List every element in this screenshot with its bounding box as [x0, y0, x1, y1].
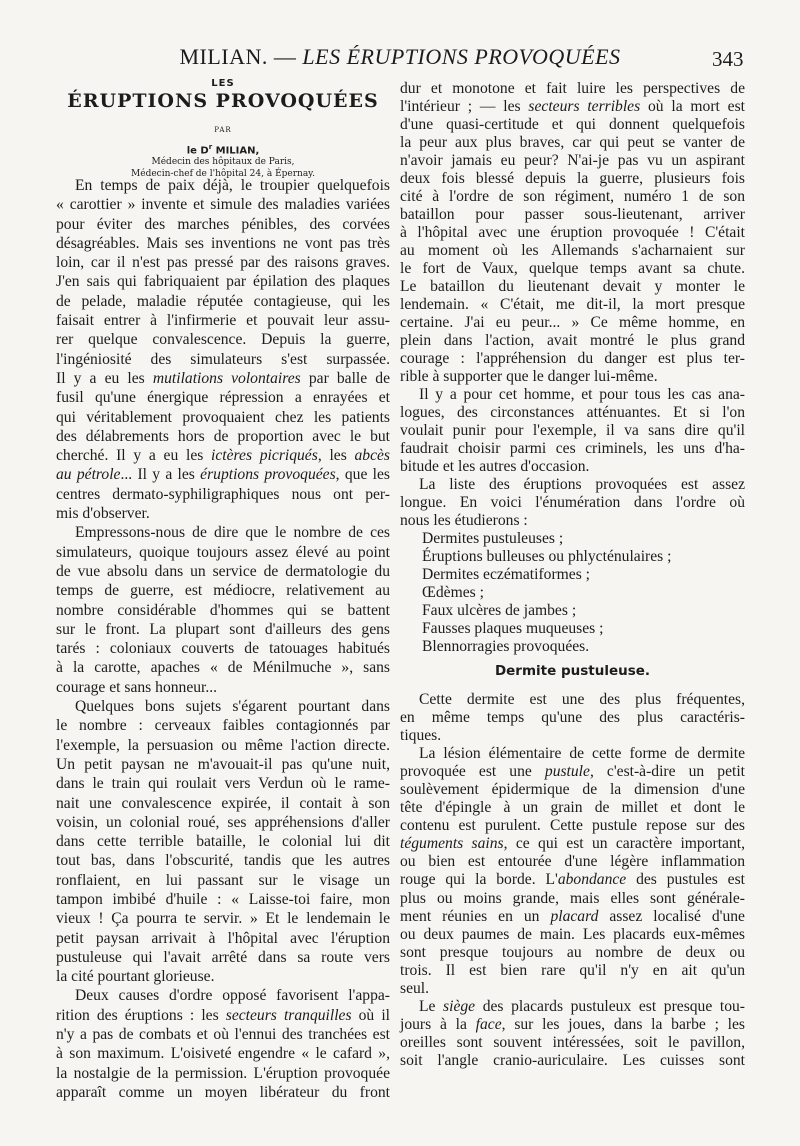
text-line [400, 224, 745, 242]
list-item [400, 638, 745, 656]
text: nait une convalescence expirée, il contait à son [56, 794, 390, 812]
text: des placards pustuleux est presque tou- [475, 997, 745, 1015]
text: tarés : coloniaux couverts de tatouages habitués [56, 640, 390, 658]
text-line [400, 1052, 745, 1070]
text: temps de guerre, est médiocre, relativement au [56, 582, 390, 600]
text-line [400, 188, 745, 206]
italic-text: secteurs terribles [528, 98, 641, 115]
text: tiques. [400, 727, 442, 745]
text: au moment où les Allemands s'acharnaient sur [400, 242, 745, 259]
text: par balle de [300, 369, 390, 387]
text: La liste des éruptions provoquées est assez [419, 476, 745, 493]
text-line [56, 195, 390, 214]
text-line [56, 1006, 390, 1025]
text: voulait punir pour l'exemple, il va sans dire qu'il [400, 422, 745, 439]
text: l'intérieur ; — les [400, 98, 529, 115]
text-line [400, 962, 745, 980]
italic-text: placard [550, 907, 599, 925]
italic-text: abondance [557, 871, 627, 889]
text: , les [317, 447, 355, 465]
text: , ce qui est un caractère important, [503, 835, 745, 853]
text: contenu est purulent. Cette pustule repose sur des [400, 817, 745, 835]
text-line [400, 260, 745, 278]
paragraph [400, 386, 745, 476]
text: assez localisé d'une [598, 907, 745, 925]
text-line [56, 755, 390, 774]
text-line [400, 1034, 745, 1052]
text: où il [351, 1006, 390, 1024]
author-prefix: le D [186, 145, 209, 157]
text-line [56, 774, 390, 793]
text-line [56, 948, 390, 967]
text: tête d'épingle à un grain de millet et dont le [400, 799, 745, 817]
paragraph [56, 697, 390, 986]
text-line [400, 763, 745, 781]
text: à son maximum. L'oisiveté engendre « le cafard », [56, 1045, 390, 1063]
text-line [56, 1025, 390, 1044]
text: En temps de paix déjà, le troupier quelquefois [75, 177, 390, 194]
text: sur le front. La plupart sont d'ailleurs des gens [56, 620, 390, 638]
text: dans cette terrible bataille, le colonial lui dit [56, 833, 390, 851]
text: logues, des circonstances atténuantes. Et si l'on [400, 404, 745, 421]
text: fusil qu'une énergique répression a enrayées et [56, 389, 390, 407]
paragraph [400, 745, 745, 998]
list-item [400, 530, 745, 548]
text-line [400, 440, 745, 458]
text-line [400, 512, 745, 530]
text: , sur les joues, dans la barbe ; les [501, 1015, 746, 1033]
text-line [400, 80, 745, 98]
text: loin, car il n'est pas pressé par des raisons graves. [56, 254, 390, 272]
text: voisin, un colonial roué, ses appréhensions d'aller [56, 813, 390, 831]
list-item [400, 602, 745, 620]
right-column-bottom [400, 691, 745, 1070]
text: désagréables. Mais ses inventions ne vont pas très [56, 234, 390, 252]
italic-text: ictères picriqués [211, 447, 318, 465]
text: tampon imbibé d'huile : « Laisse-toi faire, mon [56, 890, 390, 908]
text-line [56, 523, 390, 542]
text: centres dermato-syphiligraphiques nous ont per- [56, 485, 390, 503]
running-head-author: MILIAN. [179, 44, 268, 69]
text: nombre considérable d'hommes qui se battent [56, 601, 390, 619]
text: Il y a pour cet homme, et pour tous les cas ana- [419, 386, 745, 403]
text-line [56, 697, 390, 716]
text: cherché. Il y a eu les [56, 447, 212, 465]
text: Le bataillon du lieutenant devait y monter le [400, 278, 745, 295]
text: rition des éruptions : les [56, 1006, 226, 1024]
text: trois. Il est bien rare qu'il n'y en ait qu'un [400, 961, 745, 979]
text: tout bas, dans l'obscurité, tandis que les autres [56, 852, 390, 870]
text: l'ingéniosité des simulateurs s'est surpassée. [56, 350, 390, 368]
text: l'exemple, la persuasion ou même l'action directe. [56, 736, 390, 754]
text: bitude et les autres d'occasion. [400, 458, 590, 475]
article-title-block [58, 78, 388, 180]
title-small: LES [211, 78, 235, 89]
text-line [400, 314, 745, 332]
text-line [56, 678, 390, 697]
paragraph [400, 998, 745, 1070]
text-line [56, 408, 390, 427]
text-line [56, 890, 390, 909]
text: Blennorragies provoquées. [422, 638, 590, 655]
text: le fort de Vaux, quelque temps avant sa chute. [400, 260, 745, 277]
text-line [56, 601, 390, 620]
text: La lésion élémentaire de cette forme de dermite [419, 745, 745, 763]
article-title: ÉRUPTIONS PROVOQUÉES [67, 90, 379, 112]
text: ment réunies en un [400, 907, 551, 925]
text: rer quelque convalescence. Depuis la guerre, [56, 331, 390, 349]
text-line [400, 871, 745, 889]
text: Le [419, 997, 444, 1015]
text-line [400, 1016, 745, 1034]
text-line [400, 727, 745, 745]
text-line [400, 817, 745, 835]
text: rible à supporter que le danger lui-même. [400, 368, 658, 385]
text: , que les [335, 466, 390, 484]
text: qui véritablement provoquaient chez les patients [56, 408, 390, 426]
text: la nostalgie de la permission. L'éruption provoquée [56, 1064, 390, 1082]
text: Faux ulcères de jambes ; [422, 602, 577, 619]
text-line [56, 543, 390, 562]
text-line [56, 1044, 390, 1063]
text-line [400, 908, 745, 926]
text: soulèvement épidermique de la dimension d'une [400, 781, 745, 799]
text: Il y a eu les [56, 369, 153, 387]
text-line [400, 296, 745, 314]
text: oreilles sont souvent intéressées, soit le pavillon, [400, 1033, 745, 1051]
text: ronflaient, en lui passant sur le visage un [56, 871, 390, 889]
text-line [400, 98, 745, 116]
text-line [56, 986, 390, 1005]
text-line [56, 929, 390, 948]
text: où la mort est [640, 98, 745, 115]
text: n'y a pas de combats et où l'ennui des tranchées est [56, 1026, 390, 1044]
text-line [56, 658, 390, 677]
text: Cette dermite est une des plus fréquentes, [419, 691, 745, 708]
text-line [56, 794, 390, 813]
text-line [400, 799, 745, 817]
text: nous les étudierons : [400, 512, 528, 529]
text-line [400, 494, 745, 512]
text-line [400, 332, 745, 350]
running-head [0, 44, 800, 70]
text-line [400, 386, 745, 404]
text: soit l'angle cranio-auriculaire. Les cuisses sont [400, 1051, 745, 1069]
text-line [56, 272, 390, 291]
text: n'avoir jamais eu peur? N'ai-je pas vu un aspirant [400, 152, 745, 169]
text-line [56, 176, 390, 195]
right-column-top [400, 80, 745, 656]
text: certaine. J'ai eu peur... » Ce même homme, en [400, 314, 745, 331]
italic-text: secteurs tranquilles [225, 1006, 352, 1024]
affiliation-2: Médecin-chef de l'hôpital 24, à Épernay. [131, 169, 315, 180]
text: plus ou moins grande, mais elles sont générale- [400, 889, 745, 907]
list-item [400, 620, 745, 638]
text: Dermites eczématiformes ; [422, 566, 590, 583]
text: cité à l'ordre de son régiment, numéro 1 de son [400, 188, 745, 205]
text-line [400, 152, 745, 170]
text-line [400, 745, 745, 763]
author [58, 143, 388, 156]
text-line [56, 292, 390, 311]
text: bataillon pour passer sous-lieutenant, arriver [400, 206, 745, 223]
text-line [400, 944, 745, 962]
text-line [400, 350, 745, 368]
text: pustuleuse qui l'avait arrêté dans sa route vers [56, 948, 390, 966]
text: Un petit paysan ne m'avouait-il pas qu'une nuit, [56, 755, 390, 773]
text-line [400, 890, 745, 908]
text: petit paysan arrivait à l'hôpital avec l'éruption [56, 929, 390, 947]
running-head-title: LES ÉRUPTIONS PROVOQUÉES [302, 44, 621, 69]
text: apparaît comme un moyen libérateur du front [56, 1083, 390, 1101]
left-column [56, 176, 390, 1102]
text: dur et monotone et fait luire les perspectives de [400, 80, 745, 97]
affiliation-1: Médecin des hôpitaux de Paris, [151, 157, 295, 168]
text-line [56, 909, 390, 928]
text: dans le train qui roulait vers Verdun où le rame- [56, 775, 390, 793]
text-line [56, 736, 390, 755]
text-line [400, 134, 745, 152]
text: d'une quasi-certitude et qui donnent quelquefois [400, 116, 745, 133]
paragraph [56, 523, 390, 697]
text-line [56, 427, 390, 446]
text: ... Il y a les [120, 466, 201, 484]
text: des délabrements hors de proportion avec le but [56, 427, 390, 445]
text: à l'hôpital avec une éruption provoquée ! C'était [400, 224, 745, 241]
text-line [56, 716, 390, 735]
text: seul. [400, 979, 430, 997]
italic-text: téguments sains [400, 835, 504, 853]
text: plein dans l'action, avait montré le plus grand [400, 332, 745, 349]
text-line [400, 853, 745, 871]
author-name: MILIAN, [212, 145, 260, 157]
text-line [56, 446, 390, 465]
paragraph [56, 986, 390, 1102]
text: à la carotte, apaches « de Ménilmuche », sans [56, 659, 390, 677]
text-line [400, 476, 745, 494]
text: courage et sans honneur... [56, 678, 218, 696]
author-sup: r [208, 143, 213, 151]
italic-text: siège [443, 997, 476, 1015]
text-line [56, 215, 390, 234]
text-line [56, 967, 390, 986]
text: « carottier » invente et simule des maladies variées [56, 196, 390, 214]
italic-text: au pétrole [56, 466, 121, 484]
text-line [56, 253, 390, 272]
italic-text: éruptions provoquées [200, 466, 336, 484]
text-line [400, 278, 745, 296]
text: vieux ! Ça pourra te servir. » Et le lendemain le [56, 910, 390, 928]
text-line [400, 835, 745, 853]
text-line [56, 813, 390, 832]
text-line [56, 485, 390, 504]
text-line [400, 116, 745, 134]
text-line [56, 639, 390, 658]
text-line [400, 980, 745, 998]
paragraph [400, 476, 745, 530]
text: courage : l'appréhension du danger est plus ter- [400, 350, 745, 367]
text-line [56, 620, 390, 639]
text-line [56, 234, 390, 253]
section-heading: Dermite pustuleuse. [494, 663, 651, 679]
text-line [400, 709, 745, 727]
list-item [400, 548, 745, 566]
text: deux fois blessé depuis la guerre, plusieurs fois [400, 170, 745, 187]
text-line [400, 458, 745, 476]
text: de vue absolu dans un service de dermatologie du [56, 562, 390, 580]
text: pour éviter des marches pénibles, des corvées [56, 215, 390, 233]
text-line [400, 206, 745, 224]
text: la peur aux plus braves, car qui peut se vanter de [400, 134, 745, 151]
page-number: 343 [712, 47, 744, 71]
text-line [56, 465, 390, 484]
list-item [400, 584, 745, 602]
paragraph [400, 80, 745, 386]
text: Fausses plaques muqueuses ; [422, 620, 604, 637]
text: en même temps qu'une des plus caractéris- [400, 709, 745, 727]
text: lendemain. « C'était, me dit-il, la mort presque [400, 296, 745, 313]
text-line [56, 851, 390, 870]
list-item [400, 566, 745, 584]
text: faisait entrer à l'infirmerie et pouvait leur assu- [56, 312, 390, 330]
text: Empressons-nous de dire que le nombre de ces [75, 524, 390, 542]
text: de pelade, maladie réputée contagieuse, qui les [56, 292, 390, 310]
text: des pustules est [626, 871, 745, 889]
text: , c'est-à-dire un petit [589, 763, 745, 781]
text-line [56, 369, 390, 388]
text: la cité pourtant glorieuse. [56, 968, 215, 986]
italic-text: mutilations volontaires [152, 369, 301, 387]
text-line [56, 581, 390, 600]
text: jours à la [400, 1015, 476, 1033]
text-line [400, 691, 745, 709]
text: Quelques bons sujets s'égarent pourtant dans [75, 698, 390, 716]
text-line [56, 871, 390, 890]
text-line [400, 781, 745, 799]
italic-text: face [475, 1015, 502, 1033]
text-line [56, 562, 390, 581]
text: ou bien est entourée d'une légère inflammation [400, 853, 745, 871]
paragraph [400, 691, 745, 745]
text-line [56, 388, 390, 407]
text: faudrait choisir parmi ces criminels, les uns d'ha- [400, 440, 745, 457]
text-line [400, 926, 745, 944]
text: simulateurs, quoique toujours assez élevé au point [56, 543, 390, 561]
enumeration-list [400, 530, 745, 656]
text: mis d'observer. [56, 505, 150, 523]
text-line [400, 998, 745, 1016]
text: Dermites pustuleuses ; [422, 530, 564, 547]
text-line [400, 368, 745, 386]
text: Œdèmes ; [422, 584, 484, 601]
text-line [56, 1064, 390, 1083]
text-line [56, 1083, 390, 1102]
text: longue. En voici l'énumération dans l'ordre où [400, 494, 745, 511]
running-head-dash: — [267, 44, 303, 69]
text-line [400, 170, 745, 188]
text: ou deux paumes de main. Les placards eux-mêmes [400, 925, 745, 943]
text-line [400, 404, 745, 422]
text-line [56, 832, 390, 851]
text: Deux causes d'ordre opposé favorisent l'appa- [75, 987, 390, 1005]
italic-text: pustule [544, 763, 590, 781]
text: provoquée est une [400, 763, 545, 781]
text-line [400, 422, 745, 440]
text-line [56, 330, 390, 349]
text-line [56, 350, 390, 369]
text-line [56, 311, 390, 330]
paragraph [56, 176, 390, 523]
byline-par: PAR [214, 126, 232, 134]
text: rouge qui la borde. L' [400, 871, 558, 889]
text: J'en sais qui fabriquaient par épilation des plaques [56, 273, 390, 291]
text-line [56, 504, 390, 523]
text: le nombre : cerveaux faibles contagionnés par [56, 717, 390, 735]
text: sont presque toujours au nombre de deux ou [400, 943, 745, 961]
italic-text: abcès [354, 447, 391, 465]
text-line [400, 242, 745, 260]
text: Éruptions bulleuses ou phlycténulaires ; [422, 548, 672, 565]
